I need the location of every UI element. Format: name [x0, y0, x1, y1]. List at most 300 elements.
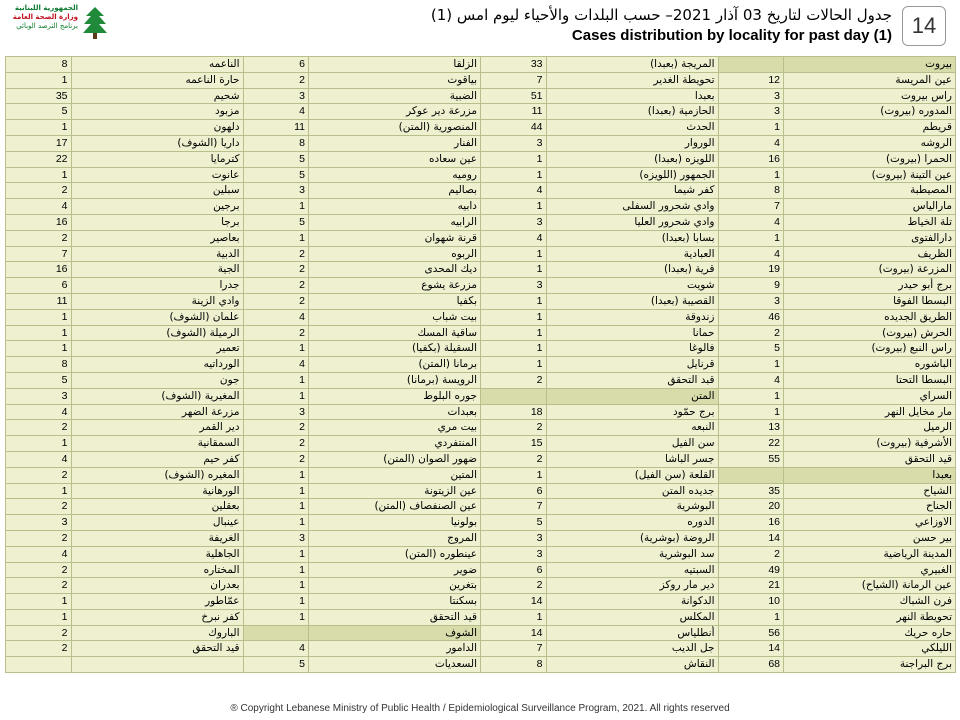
locality-cell: حمانا	[547, 326, 719, 342]
locality-cell: أنطلياس	[547, 626, 719, 642]
locality-cell: مارالياس	[784, 199, 956, 215]
case-count-cell: 1	[6, 341, 72, 357]
case-count-cell: 5	[6, 104, 72, 120]
logo-line-3: برنامج الترصد الوبائي	[16, 22, 78, 30]
case-count-cell: 6	[481, 484, 547, 500]
case-count-cell: 10	[719, 594, 785, 610]
case-count-cell: 1	[481, 468, 547, 484]
locality-cell: دير مار روكز	[547, 578, 719, 594]
locality-cell: قرنة شهوان	[309, 231, 481, 247]
table-row	[6, 152, 956, 168]
locality-cell: القلعة (سن الفيل)	[547, 468, 719, 484]
case-count-cell: 1	[244, 231, 310, 247]
case-count-cell: 1	[244, 610, 310, 626]
locality-cell: الدبية	[72, 247, 244, 263]
locality-cell: دير القمر	[72, 420, 244, 436]
case-count-cell: 1	[6, 436, 72, 452]
locality-cell: عينبال	[72, 515, 244, 531]
case-count-cell: 5	[719, 341, 785, 357]
case-count-cell: 4	[719, 215, 785, 231]
table-row	[6, 310, 956, 326]
locality-cell: الباشوره	[784, 357, 956, 373]
case-count-cell: 4	[6, 547, 72, 563]
case-count-cell: 1	[719, 405, 785, 421]
locality-cell: الوروار	[547, 136, 719, 152]
locality-cell: المغيرية (الشوف)	[72, 389, 244, 405]
locality-cell: بولونيا	[309, 515, 481, 531]
case-count-cell: 2	[481, 578, 547, 594]
case-count-cell: 3	[481, 531, 547, 547]
case-count-cell: 2	[6, 563, 72, 579]
locality-cell: الدوره	[547, 515, 719, 531]
locality-cell: جدرا	[72, 278, 244, 294]
locality-cell: بعبدا	[547, 89, 719, 105]
locality-cell: قبد التحقق	[547, 373, 719, 389]
locality-cell: الروضة (بوشرية)	[547, 531, 719, 547]
locality-cell: الناعمه	[72, 57, 244, 73]
locality-cell: ساقية المسك	[309, 326, 481, 342]
case-count-cell: 1	[481, 357, 547, 373]
case-count-cell: 4	[244, 641, 310, 657]
case-count-cell	[481, 389, 547, 405]
table-row	[6, 641, 956, 657]
case-count-cell: 3	[719, 104, 785, 120]
district-header-cell: الشوف	[309, 626, 481, 642]
case-count-cell: 11	[6, 294, 72, 310]
case-count-cell: 8	[6, 357, 72, 373]
case-count-cell: 1	[481, 262, 547, 278]
case-count-cell: 3	[244, 89, 310, 105]
locality-cell: الحازمية (بعبدا)	[547, 104, 719, 120]
locality-cell: دارالفتوى	[784, 231, 956, 247]
locality-cell	[72, 657, 244, 673]
table-row	[6, 452, 956, 468]
locality-cell: تلة الخياط	[784, 215, 956, 231]
locality-cell: برج حمّود	[547, 405, 719, 421]
locality-cell: الليلكي	[784, 641, 956, 657]
case-count-cell: 44	[481, 120, 547, 136]
locality-cell: الجناح	[784, 499, 956, 515]
locality-cell: بسابا (بعبدا)	[547, 231, 719, 247]
case-count-cell: 2	[6, 468, 72, 484]
locality-cell: الباروك	[72, 626, 244, 642]
locality-cell: الزلقا	[309, 57, 481, 73]
case-count-cell: 14	[481, 594, 547, 610]
table-row	[6, 594, 956, 610]
locality-cell: ديك المحدى	[309, 262, 481, 278]
table-row	[6, 199, 956, 215]
locality-cell: الدكوانة	[547, 594, 719, 610]
locality-cell: الغبيري	[784, 563, 956, 579]
cedar-emblem-icon	[82, 6, 108, 40]
table-row	[6, 531, 956, 547]
case-count-cell: 3	[6, 389, 72, 405]
case-count-cell: 2	[6, 183, 72, 199]
table-row	[6, 626, 956, 642]
table-row	[6, 231, 956, 247]
case-count-cell: 1	[719, 389, 785, 405]
locality-cell: بسكنتا	[309, 594, 481, 610]
case-count-cell: 18	[481, 405, 547, 421]
case-count-cell: 1	[719, 120, 785, 136]
locality-cell: السعديات	[309, 657, 481, 673]
table-row	[6, 57, 956, 73]
copyright-footer: ® Copyright Lebanese Ministry of Public Health / Epidemiological Surveillance Program, 2021. All rights reserved	[230, 703, 730, 714]
locality-cell: المروج	[309, 531, 481, 547]
locality-cell: الرميل	[784, 420, 956, 436]
locality-cell: المدوره (بيروت)	[784, 104, 956, 120]
table-row	[6, 499, 956, 515]
case-count-cell: 4	[244, 310, 310, 326]
locality-cell: بعبدات	[309, 405, 481, 421]
locality-cell: الشياح	[784, 484, 956, 500]
locality-cell: المصيطبة	[784, 183, 956, 199]
locality-cell: راس بيروت	[784, 89, 956, 105]
case-count-cell: 1	[719, 168, 785, 184]
table-row	[6, 610, 956, 626]
case-count-cell: 1	[6, 326, 72, 342]
table-row	[6, 657, 956, 673]
case-count-cell: 1	[481, 341, 547, 357]
case-count-cell: 3	[719, 89, 785, 105]
locality-cell: الدامور	[309, 641, 481, 657]
case-count-cell: 2	[244, 262, 310, 278]
table-row	[6, 73, 956, 89]
table-row	[6, 104, 956, 120]
locality-cell: بعاصير	[72, 231, 244, 247]
case-count-cell: 1	[719, 231, 785, 247]
district-header-cell: بعبدا	[784, 468, 956, 484]
locality-cell: المتين	[309, 468, 481, 484]
case-count-cell: 21	[719, 578, 785, 594]
case-count-cell: 12	[719, 73, 785, 89]
case-count-cell: 14	[719, 641, 785, 657]
locality-cell: داريا (الشوف)	[72, 136, 244, 152]
locality-cell: البسطا التحتا	[784, 373, 956, 389]
locality-cell: فرن الشباك	[784, 594, 956, 610]
case-count-cell: 1	[6, 168, 72, 184]
case-count-cell: 4	[481, 231, 547, 247]
table-row	[6, 357, 956, 373]
case-count-cell: 7	[481, 499, 547, 515]
case-count-cell: 1	[481, 152, 547, 168]
locality-cell: السقيلة (بكفيا)	[309, 341, 481, 357]
case-count-cell: 2	[6, 578, 72, 594]
locality-cell: بياقوت	[309, 73, 481, 89]
case-count-cell: 1	[244, 484, 310, 500]
case-count-cell: 1	[6, 310, 72, 326]
locality-cell: عين الصنفصاف (المتن)	[309, 499, 481, 515]
locality-cell: تحويطة النهر	[784, 610, 956, 626]
table-row	[6, 468, 956, 484]
locality-cell: بعدران	[72, 578, 244, 594]
locality-cell: الاوزاعي	[784, 515, 956, 531]
case-count-cell: 16	[6, 215, 72, 231]
case-count-cell: 2	[481, 452, 547, 468]
locality-cell: مزرعة يشوع	[309, 278, 481, 294]
locality-cell: برج أبو حيدر	[784, 278, 956, 294]
case-count-cell: 56	[719, 626, 785, 642]
locality-cell: الجاهلية	[72, 547, 244, 563]
table-row	[6, 294, 956, 310]
locality-cell: مزرعة الضهر	[72, 405, 244, 421]
case-count-cell: 1	[244, 468, 310, 484]
case-count-cell: 1	[481, 168, 547, 184]
case-count-cell: 1	[244, 547, 310, 563]
case-count-cell: 1	[481, 610, 547, 626]
table-row	[6, 389, 956, 405]
case-count-cell: 8	[244, 136, 310, 152]
locality-cell: ضوير	[309, 563, 481, 579]
locality-cell: جون	[72, 373, 244, 389]
case-count-cell: 3	[481, 136, 547, 152]
locality-cell: سد البوشرية	[547, 547, 719, 563]
case-count-cell: 4	[6, 199, 72, 215]
case-count-cell: 1	[481, 247, 547, 263]
case-count-cell: 1	[6, 484, 72, 500]
table-row	[6, 420, 956, 436]
case-count-cell: 2	[6, 641, 72, 657]
locality-cell: الرابيه	[309, 215, 481, 231]
case-count-cell: 16	[719, 152, 785, 168]
case-count-cell: 1	[244, 499, 310, 515]
case-count-cell: 4	[6, 452, 72, 468]
case-count-cell: 1	[244, 373, 310, 389]
case-count-cell: 5	[244, 152, 310, 168]
locality-cell: عمّاطور	[72, 594, 244, 610]
locality-cell: شحيم	[72, 89, 244, 105]
locality-cell: عين المريسة	[784, 73, 956, 89]
case-count-cell: 3	[719, 294, 785, 310]
locality-cell: القصيبة (بعبدا)	[547, 294, 719, 310]
locality-cell: عين الزيتونة	[309, 484, 481, 500]
locality-cell: بيت شباب	[309, 310, 481, 326]
case-count-cell: 5	[244, 168, 310, 184]
table-row	[6, 326, 956, 342]
case-count-cell: 20	[719, 499, 785, 515]
case-count-cell: 51	[481, 89, 547, 105]
case-count-cell: 3	[244, 531, 310, 547]
case-count-cell	[719, 468, 785, 484]
case-count-cell: 3	[481, 278, 547, 294]
cases-table-grid	[5, 56, 956, 673]
case-count-cell: 1	[244, 515, 310, 531]
case-count-cell: 16	[6, 262, 72, 278]
case-count-cell: 1	[481, 326, 547, 342]
case-count-cell: 2	[244, 326, 310, 342]
locality-cell: السراي	[784, 389, 956, 405]
case-count-cell: 2	[719, 547, 785, 563]
case-count-cell: 7	[481, 73, 547, 89]
page-number: 14	[902, 6, 946, 46]
locality-cell: الحدث	[547, 120, 719, 136]
case-count-cell: 5	[481, 515, 547, 531]
locality-cell: المغيره (الشوف)	[72, 468, 244, 484]
case-count-cell: 2	[6, 626, 72, 642]
case-count-cell: 4	[719, 136, 785, 152]
locality-cell: وادي شحرور العليا	[547, 215, 719, 231]
case-count-cell: 4	[244, 104, 310, 120]
locality-cell: سبلين	[72, 183, 244, 199]
table-row	[6, 278, 956, 294]
case-count-cell: 1	[244, 199, 310, 215]
locality-cell: الظريف	[784, 247, 956, 263]
case-count-cell: 14	[719, 531, 785, 547]
case-count-cell: 11	[244, 120, 310, 136]
case-count-cell: 1	[244, 341, 310, 357]
locality-cell: حارة الناعمه	[72, 73, 244, 89]
case-count-cell	[244, 626, 310, 642]
locality-cell: النبعه	[547, 420, 719, 436]
locality-cell: البسطا الفوقا	[784, 294, 956, 310]
locality-cell: المزرعة (بيروت)	[784, 262, 956, 278]
table-row	[6, 215, 956, 231]
case-count-cell	[6, 657, 72, 673]
locality-cell: قيد التحقق	[72, 641, 244, 657]
locality-cell: عين التينة (بيروت)	[784, 168, 956, 184]
case-count-cell: 2	[244, 436, 310, 452]
locality-cell: الحمرا (بيروت)	[784, 152, 956, 168]
case-count-cell: 68	[719, 657, 785, 673]
locality-cell: اللويزه (بعبدا)	[547, 152, 719, 168]
case-count-cell: 1	[481, 294, 547, 310]
table-row	[6, 484, 956, 500]
logo-text	[8, 4, 78, 31]
locality-cell: مار مخايل النهر	[784, 405, 956, 421]
locality-cell: جديده المتن	[547, 484, 719, 500]
case-count-cell: 17	[6, 136, 72, 152]
case-count-cell: 7	[719, 199, 785, 215]
case-count-cell: 22	[6, 152, 72, 168]
locality-cell: تحويطة الغدير	[547, 73, 719, 89]
locality-cell: كترمايا	[72, 152, 244, 168]
case-count-cell: 2	[6, 499, 72, 515]
case-count-cell: 1	[244, 563, 310, 579]
ministry-logo	[8, 4, 108, 42]
logo-line-2: وزارة الصحة العامة	[12, 13, 78, 21]
table-row	[6, 168, 956, 184]
case-count-cell: 2	[244, 294, 310, 310]
locality-cell: الغريفة	[72, 531, 244, 547]
locality-cell: المختاره	[72, 563, 244, 579]
table-row	[6, 183, 956, 199]
table-row	[6, 547, 956, 563]
locality-cell: الجية	[72, 262, 244, 278]
locality-cell: الطريق الجديده	[784, 310, 956, 326]
locality-cell: زندوقة	[547, 310, 719, 326]
locality-cell: راس النبع (بيروت)	[784, 341, 956, 357]
locality-cell: عين سعاده	[309, 152, 481, 168]
locality-cell: السبتيه	[547, 563, 719, 579]
table-row	[6, 136, 956, 152]
case-count-cell: 9	[719, 278, 785, 294]
locality-cell: بير حسن	[784, 531, 956, 547]
case-count-cell: 15	[481, 436, 547, 452]
locality-cell: عين الرمانة (الشياح)	[784, 578, 956, 594]
case-count-cell: 7	[6, 247, 72, 263]
case-count-cell: 1	[6, 594, 72, 610]
case-count-cell: 46	[719, 310, 785, 326]
locality-cell: فالوغا	[547, 341, 719, 357]
case-count-cell: 7	[481, 641, 547, 657]
case-count-cell: 2	[244, 278, 310, 294]
locality-cell: المنتفردي	[309, 436, 481, 452]
locality-cell: كفر شيما	[547, 183, 719, 199]
case-count-cell: 33	[481, 57, 547, 73]
case-count-cell: 2	[6, 420, 72, 436]
case-count-cell: 1	[719, 610, 785, 626]
table-row	[6, 373, 956, 389]
locality-cell: مزرعة دير عوكر	[309, 104, 481, 120]
case-count-cell: 3	[244, 183, 310, 199]
case-count-cell: 1	[244, 389, 310, 405]
case-count-cell: 5	[244, 215, 310, 231]
case-count-cell: 1	[6, 610, 72, 626]
case-count-cell: 6	[6, 278, 72, 294]
case-count-cell: 1	[481, 310, 547, 326]
locality-cell: برجا	[72, 215, 244, 231]
case-count-cell: 2	[244, 452, 310, 468]
locality-cell: الربوه	[309, 247, 481, 263]
locality-cell: تعمير	[72, 341, 244, 357]
locality-cell: الروشه	[784, 136, 956, 152]
locality-cell: سن الفيل	[547, 436, 719, 452]
case-count-cell: 8	[6, 57, 72, 73]
locality-cell: عانوت	[72, 168, 244, 184]
case-count-cell: 35	[6, 89, 72, 105]
locality-cell: علمان (الشوف)	[72, 310, 244, 326]
case-count-cell: 2	[481, 373, 547, 389]
locality-cell: بعقلين	[72, 499, 244, 515]
locality-cell: روميه	[309, 168, 481, 184]
case-count-cell: 2	[244, 247, 310, 263]
table-row	[6, 120, 956, 136]
locality-cell: النقاش	[547, 657, 719, 673]
case-count-cell: 4	[719, 373, 785, 389]
locality-cell: بيت مري	[309, 420, 481, 436]
case-count-cell: 8	[481, 657, 547, 673]
locality-cell: دلهون	[72, 120, 244, 136]
case-count-cell: 14	[481, 626, 547, 642]
case-count-cell: 1	[719, 357, 785, 373]
locality-cell: قرنايل	[547, 357, 719, 373]
case-count-cell: 1	[481, 199, 547, 215]
case-count-cell: 1	[6, 73, 72, 89]
case-count-cell: 35	[719, 484, 785, 500]
case-count-cell: 55	[719, 452, 785, 468]
case-count-cell: 2	[244, 420, 310, 436]
title-arabic: جدول الحالات لتاريخ 03 آذار 2021– حسب البلدات والأحياء ليوم امس (1)	[430, 6, 892, 24]
case-count-cell: 3	[481, 215, 547, 231]
case-count-cell: 22	[719, 436, 785, 452]
locality-cell: قريطم	[784, 120, 956, 136]
table-row	[6, 262, 956, 278]
locality-cell: وادي الزينة	[72, 294, 244, 310]
case-count-cell: 1	[244, 594, 310, 610]
locality-cell: الرويسة (برمانا)	[309, 373, 481, 389]
locality-cell: الورهانية	[72, 484, 244, 500]
district-header-cell: بيروت	[784, 57, 956, 73]
table-row	[6, 578, 956, 594]
case-count-cell	[719, 57, 785, 73]
case-count-cell: 8	[719, 183, 785, 199]
locality-cell: السمقانية	[72, 436, 244, 452]
case-count-cell: 19	[719, 262, 785, 278]
locality-cell: البوشرية	[547, 499, 719, 515]
table-row	[6, 436, 956, 452]
table-row	[6, 341, 956, 357]
table-row	[6, 89, 956, 105]
